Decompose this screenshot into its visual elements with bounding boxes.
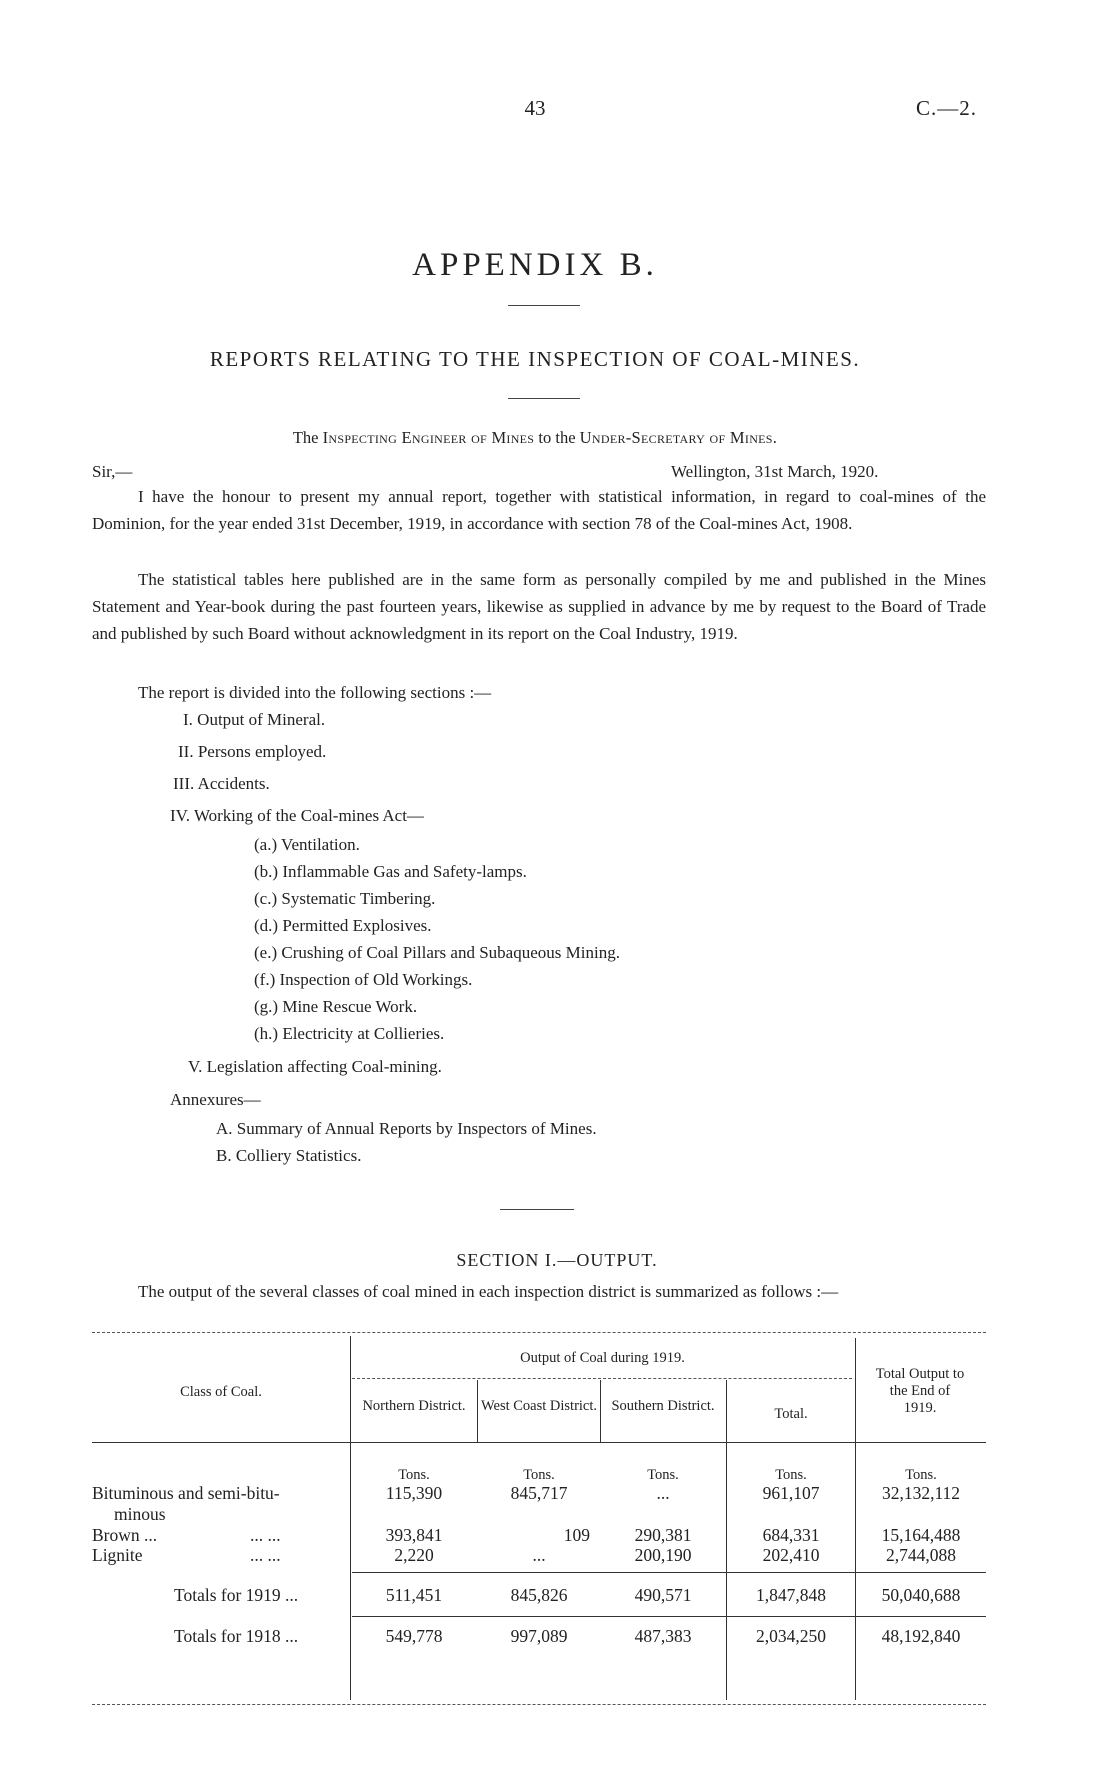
header-total-output: Total Output to the End of 1919. (875, 1366, 965, 1416)
table-cell: 290,381 (634, 1525, 692, 1545)
subsection-item: (d.) Permitted Explosives. (254, 916, 432, 935)
document-reference: C.—2. (916, 96, 978, 120)
totals-rule (352, 1616, 986, 1617)
page-number: 43 (524, 96, 546, 120)
table-cell: 393,841 (385, 1525, 443, 1545)
header-northern: Northern District. (362, 1398, 466, 1414)
row-label: Bituminous and semi-bitu- (92, 1483, 280, 1503)
table-cell: 1,847,848 (756, 1585, 826, 1605)
table-cell: 684,331 (762, 1525, 820, 1545)
table-cell: 961,107 (762, 1483, 820, 1503)
header-southern: Southern District. (611, 1398, 715, 1414)
column-divider (350, 1336, 351, 1700)
table-cell: 15,164,488 (881, 1525, 961, 1545)
table-cell: 115,390 (385, 1483, 443, 1503)
table-cell: 2,034,250 (756, 1626, 826, 1646)
section-v: V. Legislation affecting Coal-mining. (188, 1057, 442, 1076)
address-line (0, 428, 1070, 448)
unit-label: Tons. (398, 1467, 430, 1483)
subsection-item: (f.) Inspection of Old Workings. (254, 970, 473, 989)
unit-label: Tons. (647, 1467, 679, 1483)
table-cell: 845,826 (510, 1585, 568, 1605)
unit-label: Tons. (523, 1467, 555, 1483)
title-rule (508, 305, 580, 306)
header-total: Total. (774, 1406, 808, 1422)
annexure-item: B. Colliery Statistics. (216, 1146, 362, 1165)
table-cell: 109 (563, 1525, 590, 1545)
section-item: III. Accidents. (173, 774, 270, 793)
header-output-group: Output of Coal during 1919. (520, 1350, 685, 1366)
subsection-item: (h.) Electricity at Collieries. (254, 1024, 445, 1043)
subtotal-rule (352, 1572, 986, 1573)
unit-label: Tons. (905, 1467, 937, 1483)
subsection-item: (e.) Crushing of Coal Pillars and Subaqueous Mining. (254, 943, 620, 962)
column-divider (600, 1380, 601, 1442)
paragraph-1: I have the honour to present my annual report, together with statistical information, in regard to coal-mines of the Dominion, for the year ended 31st December, 1919, in accordance with section 78 of the Coal-mines Act, 1908. (92, 487, 986, 533)
report-subtitle: REPORTS RELATING TO THE INSPECTION OF COAL-MINES. (209, 347, 861, 371)
address-from-prefix: The (292, 428, 319, 447)
row-label-continuation: minous (114, 1504, 166, 1524)
table-cell: 487,383 (634, 1626, 692, 1646)
column-divider (477, 1380, 478, 1442)
row-label: Lignite (92, 1545, 143, 1565)
table-cell: ... (532, 1545, 546, 1565)
appendix-title: APPENDIX B. (412, 247, 658, 283)
totals-label: Totals for 1918 ... (174, 1626, 299, 1646)
subtitle-rule (508, 398, 580, 399)
table-cell: 2,744,088 (886, 1545, 956, 1565)
row-leader-dots: ... ... (250, 1545, 281, 1565)
table-cell: 845,717 (510, 1483, 568, 1503)
column-divider (855, 1338, 856, 1700)
header-class-of-coal: Class of Coal. (180, 1384, 262, 1400)
place-date: Wellington, 31st March, 1920. (671, 462, 879, 481)
output-intro: The output of the several classes of coal mined in each inspection district is summarized as follows :— (138, 1282, 839, 1301)
row-label: Brown ... (92, 1525, 158, 1545)
section-heading: SECTION I.—OUTPUT. (456, 1250, 658, 1270)
paragraph-3: The report is divided into the following sections :— (138, 683, 492, 702)
address-to: Under-Secretary of Mines. (579, 428, 778, 447)
section-item: II. Persons employed. (178, 742, 327, 761)
table-cell: 200,190 (634, 1545, 692, 1565)
subsection-item: (a.) Ventilation. (254, 835, 360, 854)
table-cell: 2,220 (394, 1545, 434, 1565)
salutation: Sir,— (92, 462, 133, 481)
table-cell: 511,451 (385, 1585, 443, 1605)
annexure-item: A. Summary of Annual Reports by Inspectors of Mines. (216, 1119, 597, 1138)
section-item: IV. Working of the Coal-mines Act— (170, 806, 424, 825)
address-from: Inspecting Engineer of Mines (322, 428, 535, 447)
column-divider (726, 1380, 727, 1700)
subsection-item: (g.) Mine Rescue Work. (254, 997, 418, 1016)
header-west-coast: West Coast District. (480, 1398, 598, 1414)
table-cell: 32,132,112 (881, 1483, 961, 1503)
table-cell: 202,410 (762, 1545, 820, 1565)
totals-label: Totals for 1919 ... (174, 1585, 299, 1605)
row-leader-dots: ... ... (250, 1525, 281, 1545)
subsection-item: (c.) Systematic Timbering. (254, 889, 436, 908)
section-item: I. Output of Mineral. (183, 710, 326, 729)
header-bottom-rule (92, 1442, 986, 1443)
unit-label: Tons. (775, 1467, 807, 1483)
table-cell: 997,089 (510, 1626, 568, 1646)
address-to-word: to the (538, 428, 576, 447)
table-cell: 549,778 (385, 1626, 443, 1646)
subsection-item: (b.) Inflammable Gas and Safety-lamps. (254, 862, 527, 881)
annexures-label: Annexures— (170, 1090, 261, 1109)
output-table (92, 1332, 986, 1706)
table-cell: 490,571 (634, 1585, 692, 1605)
table-cell: 50,040,688 (881, 1585, 961, 1605)
table-bottom-rule (92, 1704, 986, 1705)
table-top-rule (92, 1332, 986, 1333)
group-header-rule (352, 1378, 852, 1379)
table-cell: 48,192,840 (881, 1626, 961, 1646)
table-cell: ... (656, 1483, 670, 1503)
section-rule (500, 1209, 574, 1210)
paragraph-2: The statistical tables here published are in the same form as personally compiled by me and published in the Mines Statement and Year-book during the past fourteen years, likewise as supplied in advance by me by request to the Board of Trade and published by such Board without acknowledgment in its report on the Coal Industry, 1919. (92, 570, 986, 643)
